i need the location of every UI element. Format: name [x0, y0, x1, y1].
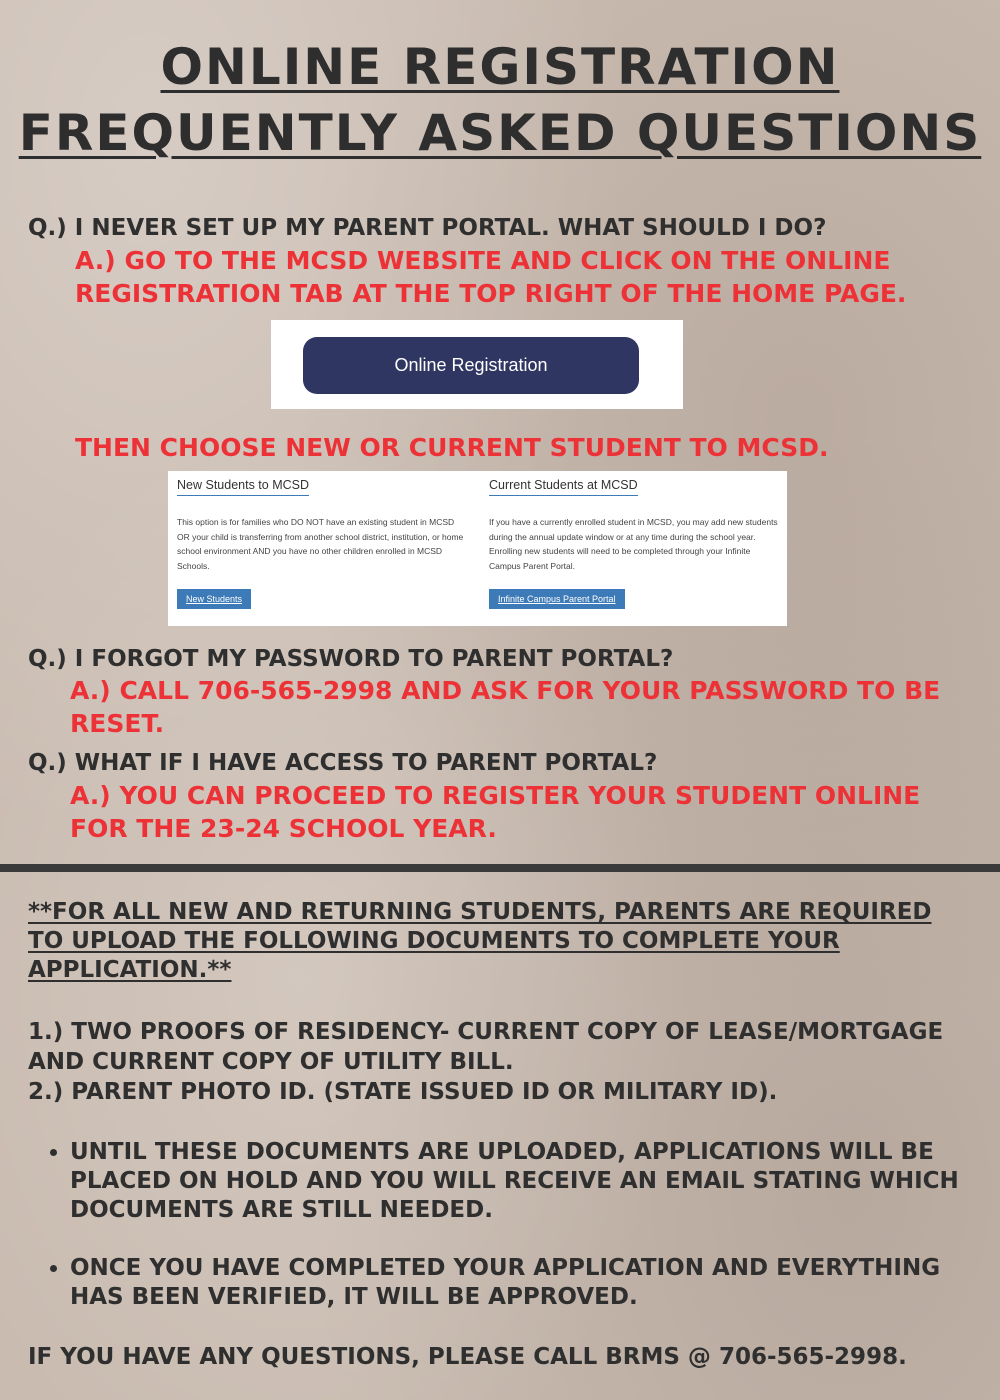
bullet-item-1: • UNTIL THESE DOCUMENTS ARE UPLOADED, APPLICATIONS WILL BE PLACED ON HOLD AND YOU WILL RECEIVE AN EMAIL STATING WHICH DOCUMENTS ARE STILL NEEDED.: [70, 1138, 990, 1225]
faq-answer-2: A.) CALL 706-565-2998 AND ASK FOR YOUR PASSWORD TO BE RESET.: [70, 676, 941, 738]
new-students-description: This option is for families who DO NOT have an existing student in MCSD OR your child is transferring from another school district, institution, or home school environment AND you have no other children enrolled in MCSD Schools.: [177, 517, 464, 571]
new-students-heading: New Students to MCSD: [177, 478, 309, 496]
faq-question-2: Q.) I FORGOT MY PASSWORD TO PARENT PORTAL?: [28, 646, 674, 672]
document-item-2: 2.) PARENT PHOTO ID. (STATE ISSUED ID OR MILITARY ID).: [28, 1079, 778, 1105]
page-title-line1: ONLINE REGISTRATION: [160, 38, 840, 96]
faq-question-3: Q.) WHAT IF I HAVE ACCESS TO PARENT PORTAL?: [28, 750, 658, 776]
faq-answer-3: A.) YOU CAN PROCEED TO REGISTER YOUR STUDENT ONLINE FOR THE 23-24 SCHOOL YEAR.: [70, 781, 921, 843]
faq-answer-1: A.) GO TO THE MCSD WEBSITE AND CLICK ON THE ONLINE REGISTRATION TAB AT THE TOP RIGHT OF THE HOME PAGE.: [75, 246, 907, 308]
required-documents-list: [28, 1017, 968, 1107]
faq-question-1: Q.) I NEVER SET UP MY PARENT PORTAL. WHAT SHOULD I DO?: [28, 215, 827, 241]
student-options-screenshot: [168, 471, 787, 626]
current-students-description: If you have a currently enrolled student in MCSD, you may add new students during the annual update window or at any time during the school year. Enrolling new students will need to be completed through your Infinite Campus Parent Portal.: [489, 517, 778, 571]
page-title-line2: FREQUENTLY ASKED QUESTIONS: [18, 104, 982, 162]
required-documents-notice: **FOR ALL NEW AND RETURNING STUDENTS, PARENTS ARE REQUIRED TO UPLOAD THE FOLLOWING DOCUMENTS TO COMPLETE YOUR APPLICATION.**: [28, 899, 932, 983]
online-registration-button[interactable]: Online Registration: [303, 337, 639, 394]
section-divider: [0, 864, 1000, 872]
current-students-heading: Current Students at MCSD: [489, 478, 638, 496]
bullet-item-2: • ONCE YOU HAVE COMPLETED YOUR APPLICATION AND EVERYTHING HAS BEEN VERIFIED, IT WILL BE APPROVED.: [70, 1254, 990, 1312]
info-bullets: [44, 1138, 990, 1341]
new-students-button[interactable]: New Students: [177, 589, 251, 609]
then-choose-text: THEN CHOOSE NEW OR CURRENT STUDENT TO MCSD.: [75, 433, 829, 462]
contact-footer: IF YOU HAVE ANY QUESTIONS, PLEASE CALL BRMS @ 706-565-2998.: [28, 1344, 907, 1370]
document-item-1: 1.) TWO PROOFS OF RESIDENCY- CURRENT COPY OF LEASE/MORTGAGE AND CURRENT COPY OF UTILITY BILL.: [28, 1019, 944, 1075]
online-registration-screenshot: [271, 320, 683, 409]
parent-portal-button[interactable]: Infinite Campus Parent Portal: [489, 589, 625, 609]
